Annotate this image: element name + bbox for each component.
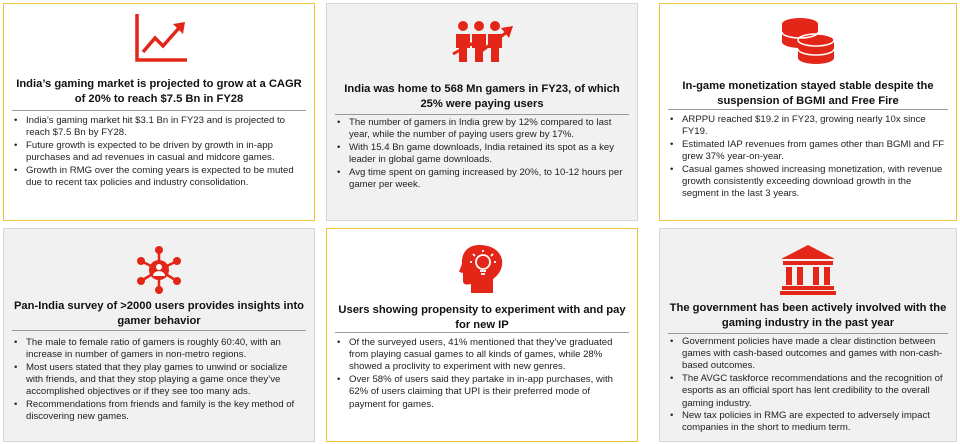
card-title: In-game monetization stayed stable despite the suspension of BGMI and Free Fire	[682, 80, 934, 107]
list-item: • Casual games showed increasing monetization, with revenue growth consistently exceeding download growth in the segment in the last 3 years.	[668, 164, 946, 201]
bullet-list	[12, 115, 304, 190]
divider	[668, 333, 948, 334]
bullet-list	[668, 114, 946, 201]
card-monetization	[659, 3, 957, 221]
card-market-growth	[3, 3, 315, 221]
list-item: • The number of gamers in India grew by 12% compared to last year, while the number of paying users grew by 17%.	[335, 117, 627, 141]
card-government	[659, 228, 957, 442]
divider	[335, 114, 629, 115]
list-item: • Government policies have made a clear distinction between games with cash-based outcomes and games with non-cash-based outcomes.	[668, 336, 946, 373]
card-new-ip	[326, 228, 638, 442]
people-growth-icon	[447, 18, 517, 68]
list-item: • Estimated IAP revenues from games other than BGMI and FF grew 37% year-on-year.	[668, 139, 946, 163]
government-building-icon	[779, 243, 837, 295]
bullet-list	[335, 117, 627, 192]
card-gamer-base	[326, 3, 638, 221]
list-item: • Over 58% of users said they partake in in-app purchases, with 62% of users claiming that UPI is their preferred mode of payment for games.	[335, 374, 627, 411]
divider	[12, 330, 306, 331]
list-item: • Avg time spent on gaming increased by 20%, to 10-12 hours per gamer per week.	[335, 167, 627, 191]
growth-chart-icon	[127, 10, 191, 66]
list-item: • Of the surveyed users, 41% mentioned that they’ve graduated from playing casual games to all kinds of games, while 28% showed a proclivity to experiment with new genres.	[335, 337, 627, 374]
card-title: The government has been actively involved with the gaming industry in the past year	[669, 302, 947, 329]
list-item: • ARPPU reached $19.2 in FY23, growing nearly 10x since FY19.	[668, 114, 946, 138]
card-title: India’s gaming market is projected to grow at a CAGR of 20% to reach $7.5 Bn in FY28	[16, 78, 302, 105]
card-title: India was home to 568 Mn gamers in FY23, of which 25% were paying users	[344, 83, 620, 110]
network-people-icon	[134, 245, 184, 295]
bullet-list	[668, 336, 946, 435]
list-item: • The AVGC taskforce recommendations and the recognition of esports as an official sport has lent credibility to the overall gaming industry.	[668, 373, 946, 410]
divider	[668, 109, 948, 110]
bullet-list	[335, 337, 627, 411]
divider	[335, 332, 629, 333]
card-survey	[3, 228, 315, 442]
list-item: • Growth in RMG over the coming years is expected to be muted due to recent tax policies and industry consolidation.	[12, 165, 304, 189]
list-item: • Recommendations from friends and family is the key method of discovering new games.	[12, 399, 304, 423]
bullet-list	[12, 337, 304, 424]
card-title: Users showing propensity to experiment with and pay for new IP	[338, 304, 626, 331]
list-item: • The male to female ratio of gamers is roughly 60:40, with an increase in number of gamers in non-metro regions.	[12, 337, 304, 361]
list-item: • Most users stated that they play games to unwind or socialize with friends, and that they stop playing a game once they’ve accomplished objectives or if they see too many ads.	[12, 362, 304, 399]
coin-stack-icon	[776, 14, 840, 68]
list-item: • New tax policies in RMG are expected to adversely impact companies in the short to medium term.	[668, 410, 946, 434]
list-item: • With 15.4 Bn game downloads, India retained its spot as a key leader in global game downloads.	[335, 142, 627, 166]
card-title: Pan-India survey of >2000 users provides insights into gamer behavior	[13, 300, 305, 327]
list-item: • India’s gaming market hit $3.1 Bn in FY23 and is projected to reach $7.5 Bn by FY28.	[12, 115, 304, 139]
list-item: • Future growth is expected to be driven by growth in in-app purchases and ad revenues in casual and midcore games.	[12, 140, 304, 164]
divider	[12, 110, 306, 111]
head-lightbulb-icon	[459, 243, 505, 295]
